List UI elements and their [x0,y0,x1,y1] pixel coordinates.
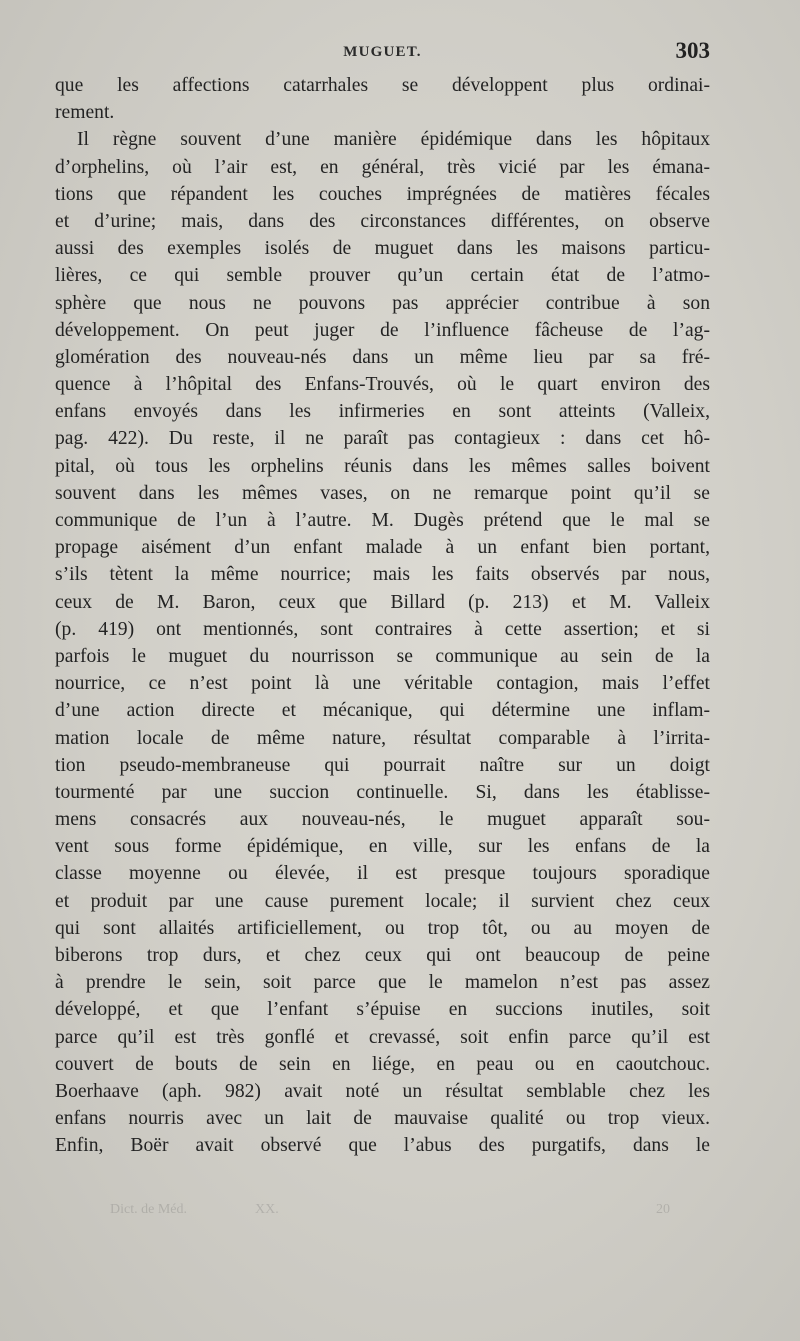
text-line: communique de l’un à l’autre. M. Dugès prétend que le mal se [55,510,710,531]
text-line: enfans nourris avec un lait de mauvaise qualité ou trop vieux. [55,1108,710,1130]
signature-number: 20 [656,1202,670,1217]
text-line: développement. On peut juger de l’influence fâcheuse de l’ag- [55,319,710,341]
text-line: que les affections catarrhales se développent plus ordinai- [55,75,710,96]
text-line: mation locale de même nature, résultat comparable à l’irrita- [55,727,710,749]
signature-volume: XX. [255,1202,279,1217]
text-line: aussi des exemples isolés de muguet dans les maisons particu- [55,238,710,260]
text-line: et produit par une cause purement locale; il survient chez ceux [55,890,710,912]
text-line: Enfin, Boër avait observé que l’abus des purgatifs, dans le [55,1135,710,1157]
text-line: s’ils tètent la même nourrice; mais les faits observés par nous, [55,564,710,586]
text-line: tion pseudo-membraneuse qui pourrait naître sur un doigt [55,754,710,776]
text-line: pital, où tous les orphelins réunis dans les mêmes salles boivent [55,455,710,477]
text-line: Boerhaave (aph. 982) avait noté un résultat semblable chez les [55,1080,710,1102]
page-number: 303 [675,38,710,63]
text-line: tourmenté par une succion continuelle. Si, dans les établisse- [55,781,710,803]
text-line: à prendre le sein, soit parce que le mamelon n’est pas assez [55,972,710,994]
text-line: et d’urine; mais, dans des circonstances différentes, on observe [55,210,710,232]
body-text [55,72,710,1160]
text-line: développé, et que l’enfant s’épuise en succions inutiles, soit [55,999,710,1021]
text-line: couvert de bouts de sein en liége, en peau ou en caoutchouc. [55,1053,710,1075]
text-line: souvent dans les mêmes vases, on ne remarque point qu’il se [55,482,710,504]
running-head: MUGUET. [343,44,422,60]
text-line: tions que répandent les couches imprégnées de matières fécales [55,183,710,205]
text-line: quence à l’hôpital des Enfans-Trouvés, où le quart environ des [55,374,710,396]
text-line: biberons trop durs, et chez ceux qui ont beaucoup de peine [55,945,710,966]
text-line: glomération des nouveau-nés dans un même lieu par sa fré- [55,346,710,368]
text-line: sphère que nous ne pouvons pas apprécier contribue à son [55,292,710,314]
text-line: vent sous forme épidémique, en ville, sur les enfans de la [55,836,710,858]
text-line: d’une action directe et mécanique, qui détermine une inflam- [55,700,710,722]
text-line: qui sont allaités artificiellement, ou trop tôt, ou au moyen de [55,917,710,939]
text-line: enfans envoyés dans les infirmeries en sont atteints (Valleix, [55,401,710,423]
text-line: (p. 419) ont mentionnés, sont contraires à cette assertion; et si [55,618,710,640]
text-line: lières, ce qui semble prouver qu’un certain état de l’atmo- [55,265,710,287]
text-line: parce qu’il est très gonflé et crevassé, soit enfin parce qu’il est [55,1026,710,1048]
text-line: Il règne souvent d’une manière épidémique dans les hôpitaux [77,129,710,151]
bleed-through-signature [110,1202,670,1232]
text-line: mens consacrés aux nouveau-nés, le muguet apparaît sou- [55,809,710,831]
text-line: classe moyenne ou élevée, il est presque toujours sporadique [55,863,710,885]
text-line: nourrice, ce n’est point là une véritable contagion, mais l’effet [55,673,710,695]
text-line: rement. [55,102,115,124]
page-header [55,38,710,68]
text-line: propage aisément d’un enfant malade à un enfant bien portant, [55,537,710,559]
signature-left: Dict. de Méd. [110,1202,187,1217]
text-line: parfois le muguet du nourrisson se communique au sein de la [55,645,710,667]
text-line: ceux de M. Baron, ceux que Billard (p. 213) et M. Valleix [55,591,710,613]
text-line: pag. 422). Du reste, il ne paraît pas contagieux : dans cet hô- [55,428,710,450]
text-line: d’orphelins, où l’air est, en général, très vicié par les émana- [55,156,710,178]
